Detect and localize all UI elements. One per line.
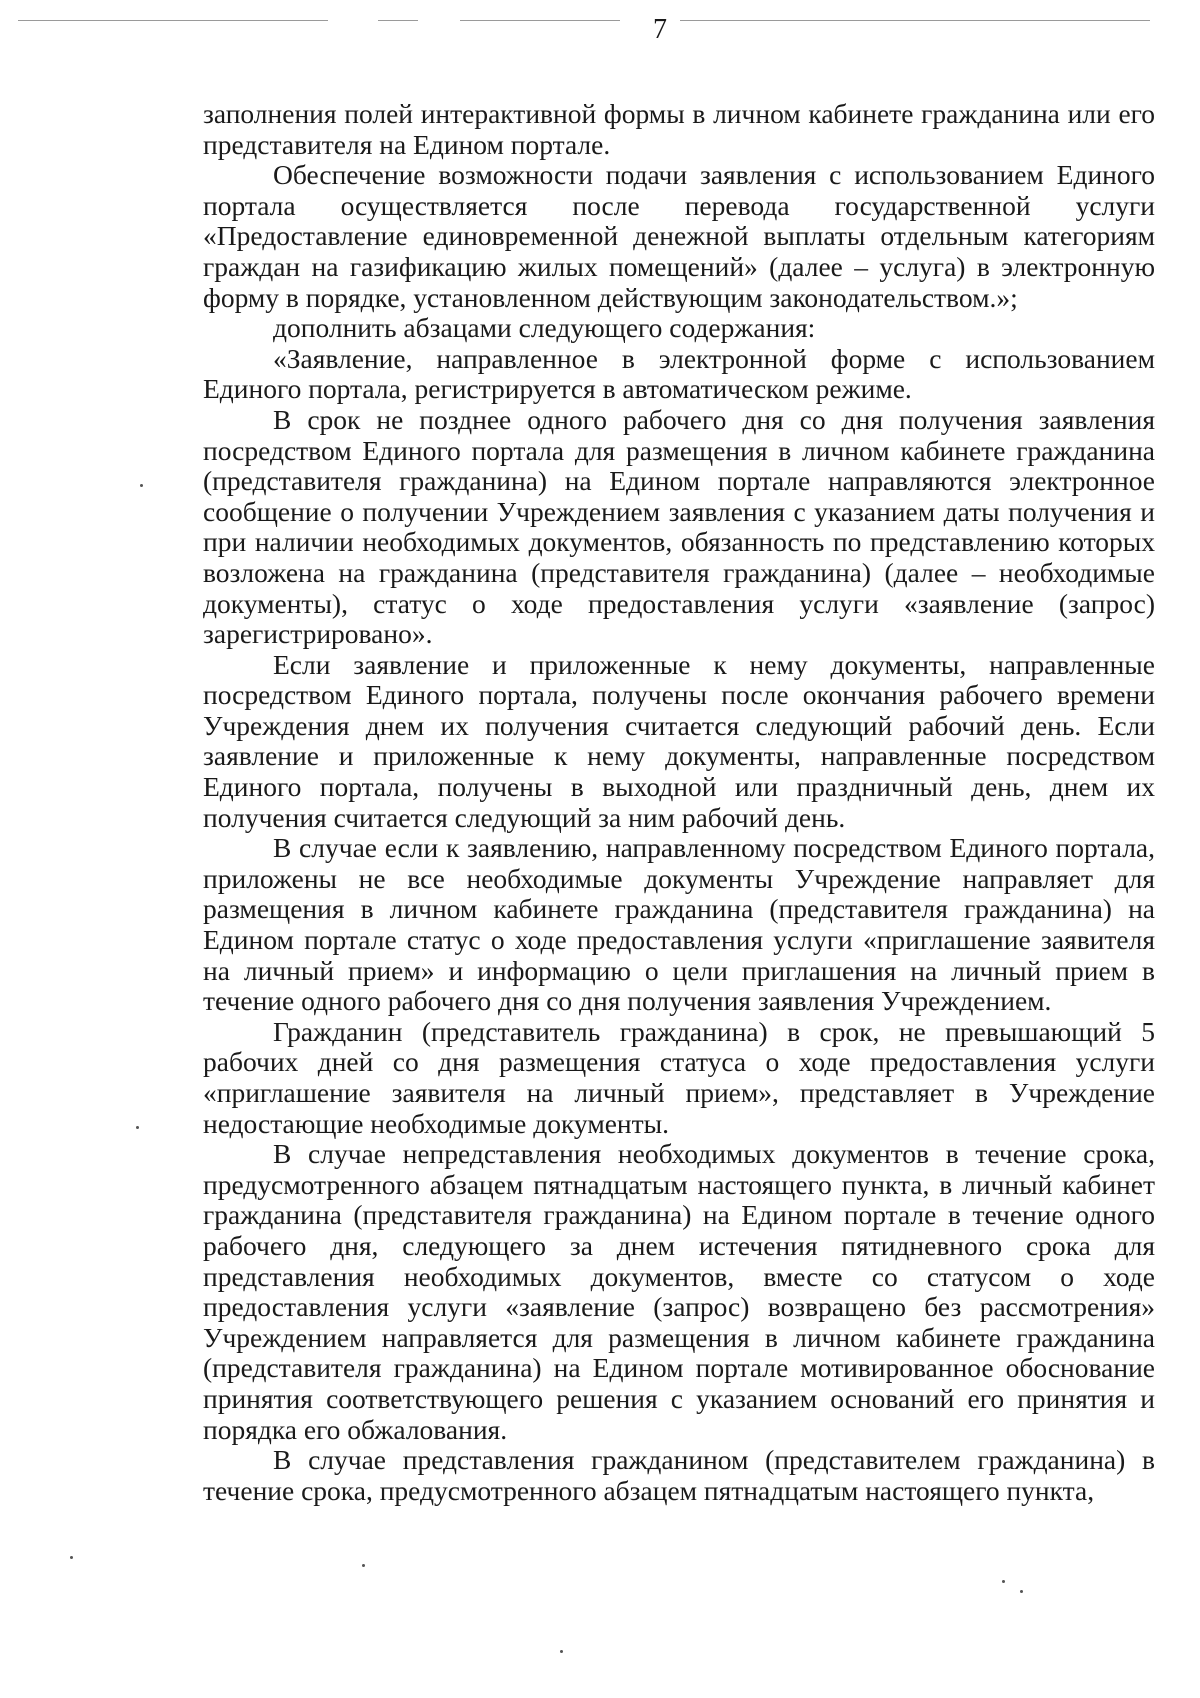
page-number: 7: [653, 14, 667, 45]
paragraph: дополнить абзацами следующего содержания:: [273, 312, 816, 344]
paragraph: В случае если к заявлению, направленному посредством Единого портала, приложены не все необходимые документы Учреждение направляет для размещения в личном кабинете гражданина (представителя гражданина) на Едином портале статус о ходе предоставления услуги «приглашение заявителя на личный прием» и информацию о цели приглашения на личный прием в течение одного рабочего дня со дня получения заявления Учреждением.: [203, 832, 1155, 1017]
paragraph: В случае представления гражданином (представителем гражданина) в течение срока, предусмотренного абзацем пятнадцатым настоящего пункта,: [203, 1444, 1155, 1506]
scan-speck: [1020, 1590, 1023, 1593]
paragraph: «Заявление, направленное в электронной форме с использованием Единого портала, регистрируется в автоматическом режиме.: [203, 342, 1155, 405]
scan-speck: [70, 1556, 73, 1559]
paragraph: Если заявление и приложенные к нему документы, направленные посредством Единого портала, получены после окончания рабочего времени Учреждения днем их получения считается следующий рабочий день. Если заявление и приложенные к нему документы, направленные посредством Единого портала, получены в выходной или праздничный день, днем их получения считается следующий за ним рабочий день.: [203, 648, 1155, 833]
scan-speck: [362, 1564, 365, 1567]
scan-speck: [560, 1650, 563, 1653]
paragraph: В случае непредставления необходимых документов в течение срока, предусмотренного абзацем пятнадцатым настоящего пункта, в личный кабинет гражданина (представителя гражданина) на Едином портале в течение одного рабочего дня, следующего за днем истечения пятидневного срока для представления необходимых документов, вместе со статусом о ходе предоставления услуги «заявление (запрос) возвращено без рассмотрения» Учреждением направляется для размещения в личном кабинете гражданина (представителя гражданина) на Едином портале мотивированное обоснование принятия соответствующего решения с указанием оснований его принятия и порядка его обжалования.: [203, 1138, 1155, 1445]
scan-speck: [1002, 1580, 1005, 1583]
paragraph: Обеспечение возможности подачи заявления с использованием Единого портала осуществляется после перевода государственной услуги «Предоставление единовременной денежной выплаты отдельным категориям граждан на газификацию жилых помещений» (далее – услуга) в электронную форму в порядке, установленном действующим законодательством.»;: [203, 159, 1155, 313]
scan-speck: [136, 1126, 139, 1129]
scan-speck: [140, 484, 143, 487]
paragraph: В срок не позднее одного рабочего дня со дня получения заявления посредством Единого портала для размещения в личном кабинете гражданина (представителя гражданина) на Едином портале направляются электронное сообщение о получении Учреждением заявления с указанием даты получения и при наличии необходимых документов, обязанность по представлению которых возложена на гражданина (представителя гражданина) (далее – необходимые документы), статус о ходе предоставления услуги «заявление (запрос) зарегистрировано».: [203, 403, 1155, 650]
paragraph: Гражданин (представитель гражданина) в срок, не превышающий 5 рабочих дней со дня размещения статуса о ходе предоставления услуги «приглашение заявителя на личный прием», представляет в Учреждение недостающие необходимые документы.: [203, 1015, 1155, 1139]
paragraph: заполнения полей интерактивной формы в личном кабинете гражданина или его представителя на Едином портале.: [203, 98, 1155, 160]
document-body: [203, 99, 1155, 1506]
